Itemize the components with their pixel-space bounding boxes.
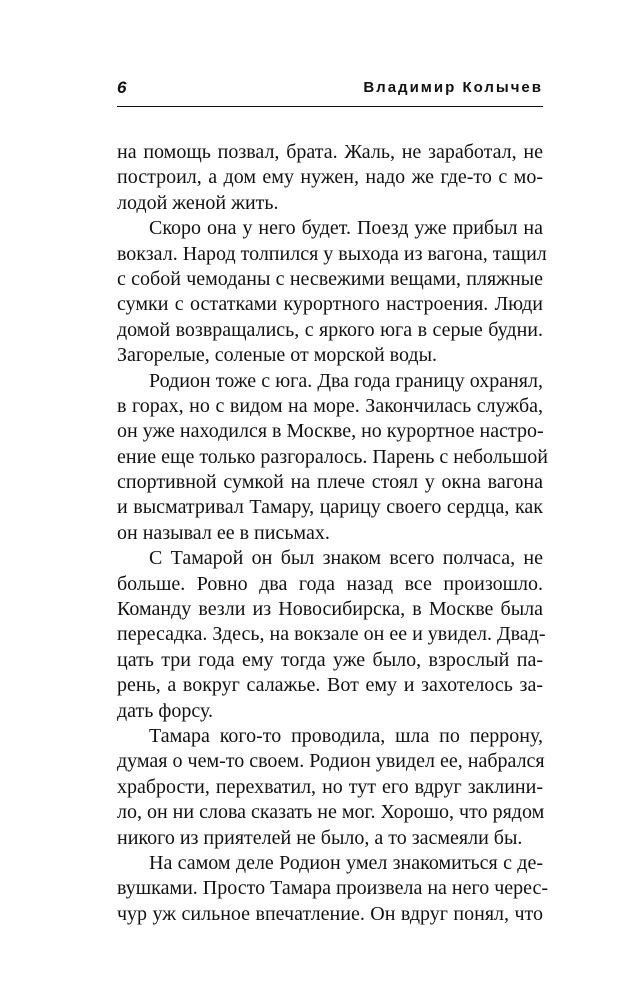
text-line: Тамара кого-то проводила, шла по перрону, — [149, 724, 543, 747]
header-rule — [117, 106, 543, 107]
text-line: домой возвращались, с яркого юга в серые будни. — [117, 318, 543, 341]
paragraph — [117, 216, 547, 368]
page-number: 6 — [117, 78, 127, 97]
text-line: вокзал. Народ толпился у выхода из вагона, тащил — [117, 242, 547, 265]
text-line: С Тамарой он был знаком всего полчаса, не — [149, 547, 543, 570]
body-text — [117, 140, 549, 927]
text-line: Загорелые, соленые от морской воды. — [117, 344, 438, 367]
text-line: никого из приятелей не было, а то засмеяли бы. — [117, 826, 523, 849]
paragraph — [117, 546, 546, 724]
text-line: пересадка. Здесь, на вокзале он ее и увидел. Двад- — [117, 623, 546, 646]
running-head-author: Владимир Колычев — [363, 79, 543, 96]
text-line: ло, он ни слова сказать не мог. Хорошо, что рядом — [117, 801, 545, 824]
text-line: Родион тоже с юга. Два года границу охранял, — [149, 369, 543, 392]
text-line: Команду везли из Новосибирска, в Москве была — [117, 598, 543, 621]
text-line: думая о чем-то своем. Родион увидел ее, набрался — [117, 750, 545, 773]
text-line: сумки с остатками курортного настроения. Люди — [117, 293, 543, 316]
text-line: он уже находился в Москве, но курортное настро- — [117, 420, 544, 443]
text-line: рень, а вокруг салажье. Вот ему и захотелось за- — [117, 674, 543, 697]
text-line: он называл ее в письмах. — [117, 521, 330, 544]
text-line: чур уж сильное впечатление. Он вдруг понял, что — [117, 902, 543, 925]
text-line: построил, а дом ему нужен, надо же где-то с мо- — [117, 166, 543, 189]
text-line: и высматривал Тамару, царицу своего сердца, как — [117, 496, 543, 519]
text-line: больше. Ровно два года назад все произошло. — [117, 572, 543, 595]
text-line: спортивной сумкой на плече стоял у окна вагона — [117, 471, 543, 494]
text-line: На самом деле Родион умел знакомиться с де- — [149, 851, 543, 874]
text-line: цать три года ему тогда уже было, взрослый па- — [117, 648, 543, 671]
text-line: лодой женой жить. — [117, 191, 279, 214]
paragraph — [117, 140, 543, 216]
text-line: Скоро она у него будет. Поезд уже прибыл на — [149, 217, 543, 240]
paragraph — [117, 851, 549, 927]
paragraph — [117, 724, 543, 851]
text-line: на помощь позвал, брата. Жаль, не заработал, не — [117, 141, 543, 163]
text-line: с собой чемоданы с несвежими вещами, пляжные — [117, 267, 543, 290]
text-line: дать форсу. — [117, 699, 213, 722]
paragraph — [117, 369, 548, 547]
text-line: ение еще только разгоралось. Парень с небольшой — [117, 445, 548, 468]
text-line: в горах, но с видом на море. Закончилась служба, — [117, 394, 543, 417]
page-header — [117, 78, 543, 106]
text-line: храбрости, перехватил, но тут его вдруг заклини- — [117, 775, 543, 798]
text-line: вушками. Просто Тамара произвела на него черес- — [117, 877, 549, 900]
